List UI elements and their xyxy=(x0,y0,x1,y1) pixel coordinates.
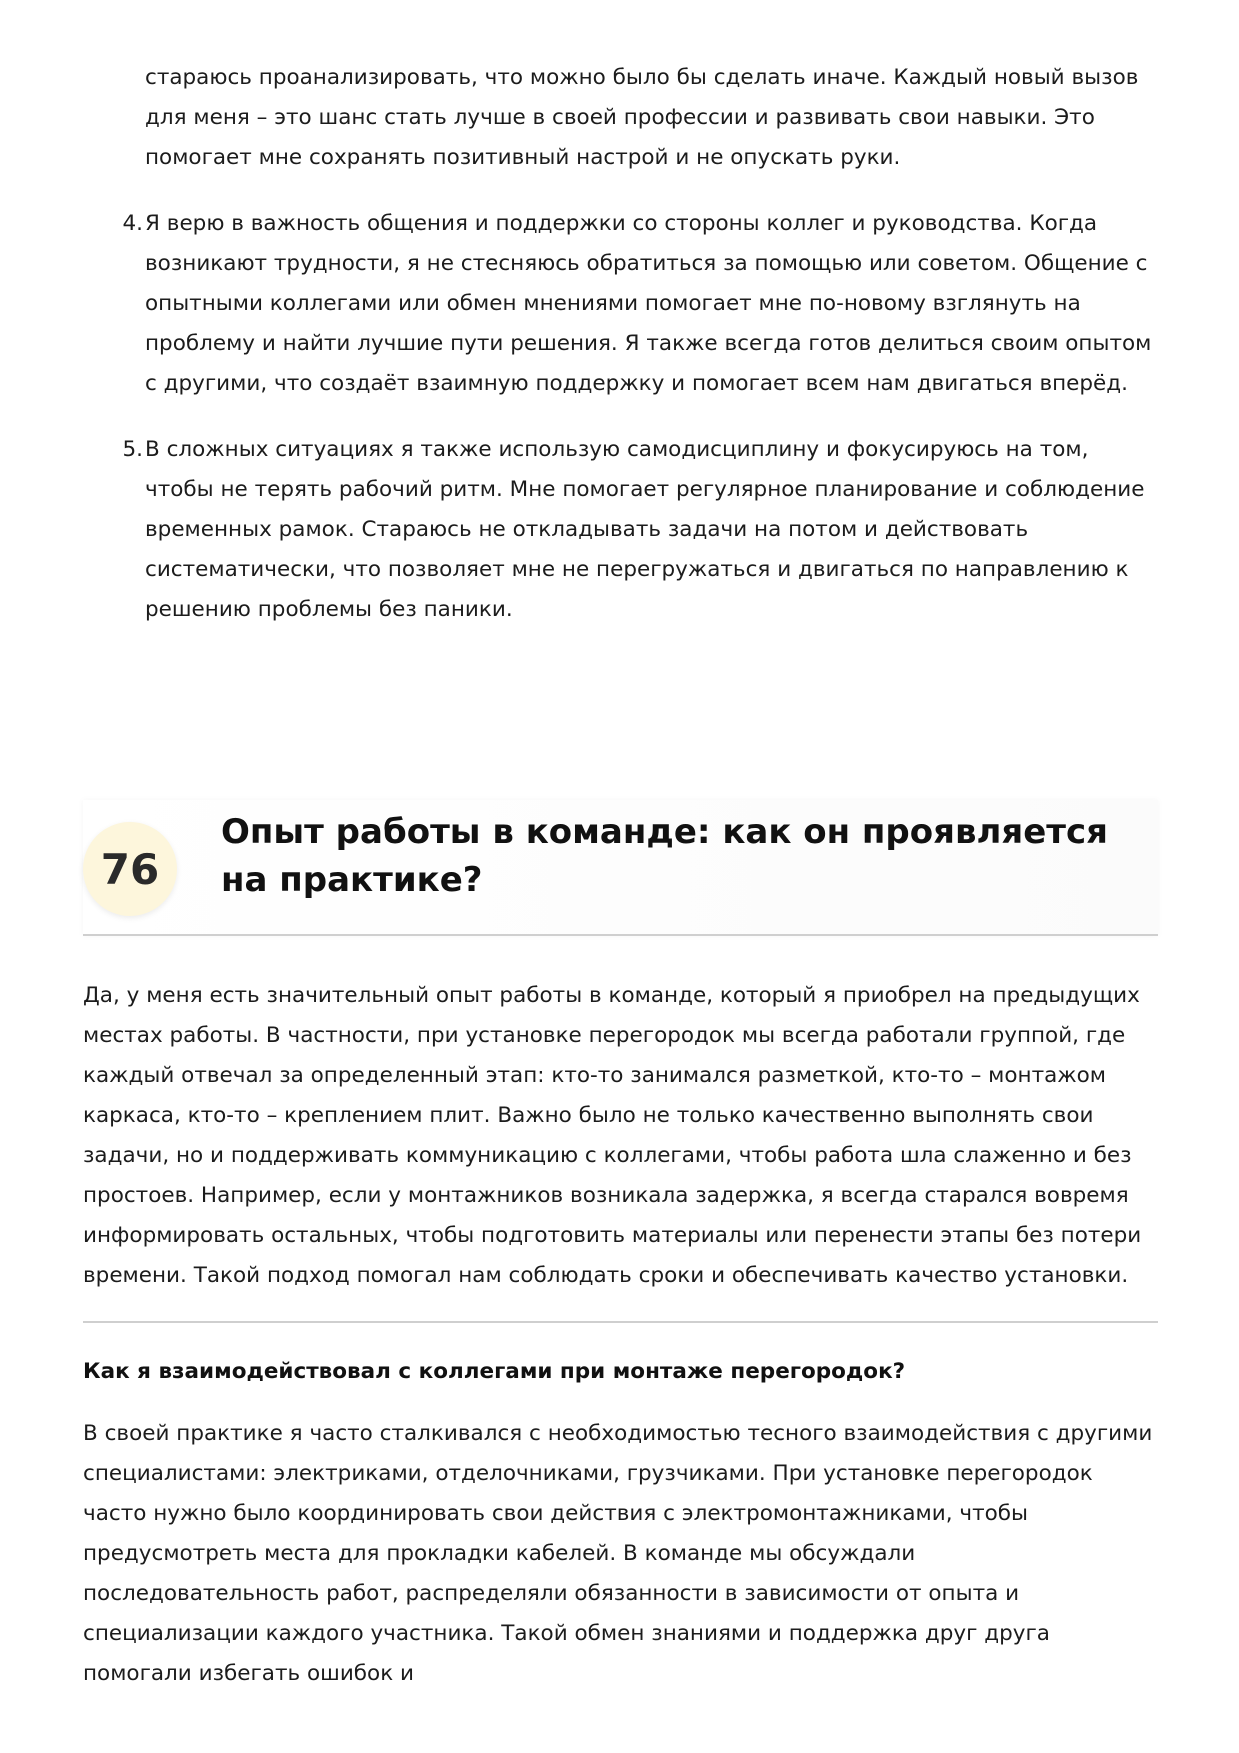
list-item-number: 4. xyxy=(122,211,143,236)
section-divider xyxy=(83,1321,1158,1323)
list-item-text: Я верю в важность общения и поддержки со стороны коллег и руководства. Когда возникают трудности, я не стесняюсь обратиться за помощью или советом. Общение с опытными коллегами или обмен мнениями помогает мне по-новому взглянуть на проблему и найти лучшие пути решения. Я также всегда готов делиться своим опытом с другими, что создаёт взаимную поддержку и помогает всем нам двигаться вперёд. xyxy=(145,211,1152,396)
question-number-badge: 76 xyxy=(83,822,177,916)
list-item-number: 5. xyxy=(122,437,143,462)
question-title: Опыт работы в команде: как он проявляется на практике? xyxy=(221,812,1108,900)
question-heading xyxy=(83,800,1158,936)
continued-paragraph: стараюсь проанализировать, что можно было бы сделать иначе. Каждый новый вызов для меня – это шанс стать лучше в своей профессии и развивать свои навыки. Это помогает мне сохранять позитивный настрой и не опускать руки. xyxy=(145,65,1139,170)
question-answer: Да, у меня есть значительный опыт работы в команде, который я приобрел на предыдущих местах работы. В частности, при установке перегородок мы всегда работали группой, где каждый отвечал за определенный этап: кто-то занимался разметкой, кто-то – монтажом каркаса, кто-то – креплением плит. Важно было не только качественно выполнять свои задачи, но и поддерживать коммуникацию с коллегами, чтобы работа шла слаженно и без простоев. Например, если у монтажников возникала задержка, я всегда старался вовремя информировать остальных, чтобы подготовить материалы или перенести этапы без потери времени. Такой подход помогал нам соблюдать сроки и обеспечивать качество установки. xyxy=(83,983,1142,1288)
list-item-text: В сложных ситуациях я также использую самодисциплину и фокусируюсь на том, чтобы не терять рабочий ритм. Мне помогает регулярное планирование и соблюдение временных рамок. Стараюсь не откладывать задачи на потом и действовать систематически, что позволяет мне не перегружаться и двигаться по направлению к решению проблемы без паники. xyxy=(145,437,1145,622)
followup-title: Как я взаимодействовал с коллегами при монтаже перегородок? xyxy=(83,1359,906,1384)
followup-text: В своей практике я часто сталкивался с необходимостью тесного взаимодействия с другими специалистами: электриками, отделочниками, грузчиками. При установке перегородок часто нужно было координировать свои действия с электромонтажниками, чтобы предусмотреть места для прокладки кабелей. В команде мы обсуждали последовательность работ, распределяли обязанности в зависимости от опыта и специализации каждого участника. Такой обмен знаниями и поддержка друг друга помогали избегать ошибок и xyxy=(83,1421,1153,1686)
